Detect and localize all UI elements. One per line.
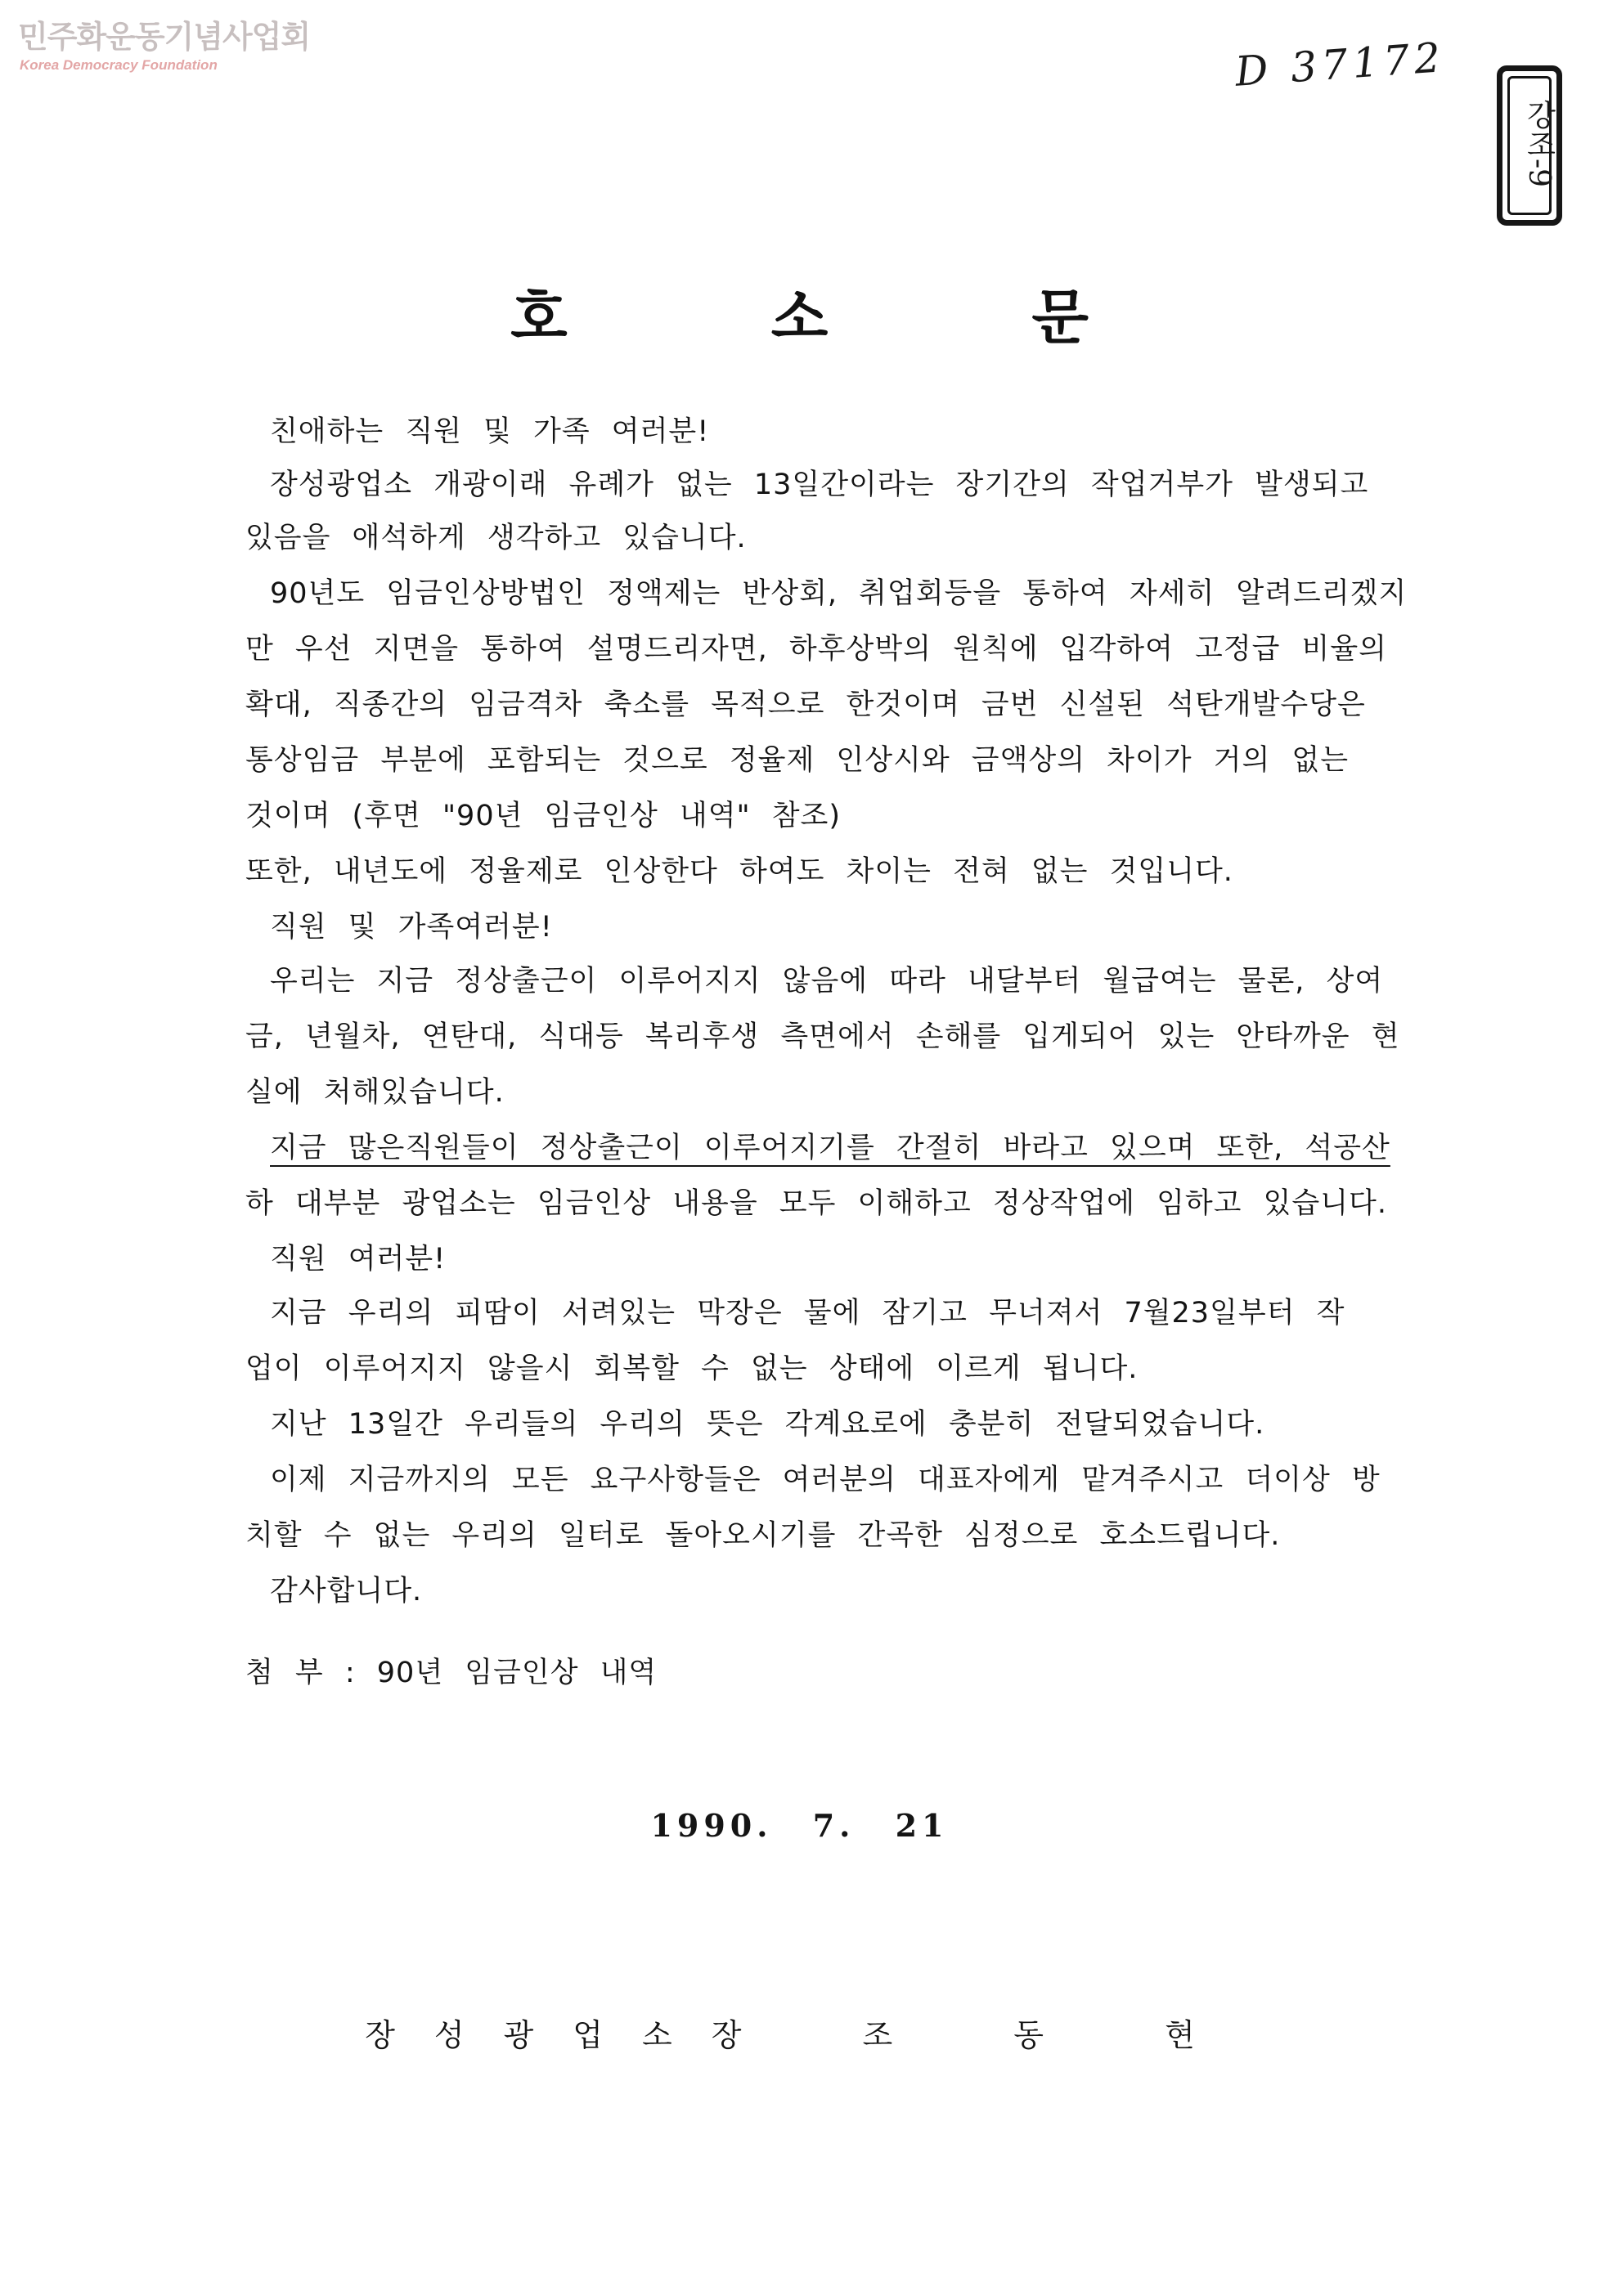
body-line-underlined: 지금 많은직원들이 정상출근이 이루어지기를 간절히 바라고 있으며 또한, 석공산 — [270, 1132, 1390, 1164]
closing-line: 감사합니다. — [270, 1575, 423, 1608]
body-line: 업이 이루어지지 않을시 회복할 수 없는 상태에 이르게 됩니다. — [245, 1352, 1139, 1385]
body-line: 지금 우리의 피땀이 서려있는 막장은 물에 잠기고 무너져서 7월23일부터 작 — [270, 1297, 1345, 1330]
body-line: 장성광업소 개광이래 유례가 없는 13일간이라는 장기간의 작업거부가 발생되고 — [270, 469, 1369, 501]
salutation-line: 친애하는 직원 및 가족 여러분! — [270, 415, 710, 448]
body-line: 치할 수 없는 우리의 일터로 돌아오시기를 간곡한 심정으로 호소드립니다. — [245, 1519, 1281, 1552]
handwritten-archive-number: D 37172 — [1233, 34, 1447, 96]
body-line: 금, 년월차, 연탄대, 식대등 복리후생 측면에서 손해를 입게되어 있는 안타까운 현 — [245, 1020, 1400, 1053]
salutation-line: 직원 여러분! — [270, 1243, 447, 1276]
watermark-english-text: Korea Democracy Foundation — [20, 57, 218, 73]
body-line: 실에 처해있습니다. — [245, 1076, 505, 1109]
document-date: 1990. 7. 21 — [650, 1807, 949, 1844]
body-line: 하 대부분 광업소는 임금인상 내용을 모두 이해하고 정상작업에 임하고 있습니다. — [245, 1187, 1387, 1220]
document-title: 호 소 문 — [510, 282, 1180, 352]
body-line: 확대, 직종간의 임금격차 축소를 목적으로 한것이며 금번 신설된 석탄개발수당은 — [245, 688, 1366, 721]
body-line: 것이며 (후면 "90년 임금인상 내역" 참조) — [245, 800, 842, 832]
attachment-line: 첨 부 : 90년 임금인상 내역 — [245, 1657, 658, 1689]
salutation-line: 직원 및 가족여러분! — [270, 911, 553, 944]
signature-line: 장성광업소장 조 동 현 — [365, 2017, 1234, 2053]
body-line: 또한, 내년도에 정율제로 인상한다 하여도 차이는 전혀 없는 것입니다. — [245, 855, 1233, 888]
archive-stamp — [1497, 65, 1562, 226]
body-line: 있음을 애석하게 생각하고 있습니다. — [245, 522, 747, 554]
body-line: 90년도 임금인상방법인 정액제는 반상회, 취업회등을 통하여 자세히 알려드리겠지 — [270, 577, 1408, 610]
body-line: 우리는 지금 정상출근이 이루어지지 않음에 따라 내달부터 월급여는 물론, 상여 — [270, 965, 1384, 998]
watermark-korean-text: 민주화운동기념사업회 — [18, 19, 311, 55]
stamp-text: 강조-9 — [1522, 100, 1556, 188]
body-line: 만 우선 지면을 통하여 설명드리자면, 하후상박의 원칙에 입각하여 고정급 비율의 — [245, 633, 1387, 666]
body-line: 지난 13일간 우리들의 우리의 뜻은 각계요로에 충분히 전달되었습니다. — [270, 1408, 1265, 1441]
body-line: 이제 지금까지의 모든 요구사항들은 여러분의 대표자에게 맡겨주시고 더이상 방 — [270, 1464, 1381, 1496]
watermark-logo — [15, 11, 311, 77]
body-line: 통상임금 부분에 포함되는 것으로 정율제 인상시와 금액상의 차이가 거의 없는 — [245, 744, 1350, 777]
